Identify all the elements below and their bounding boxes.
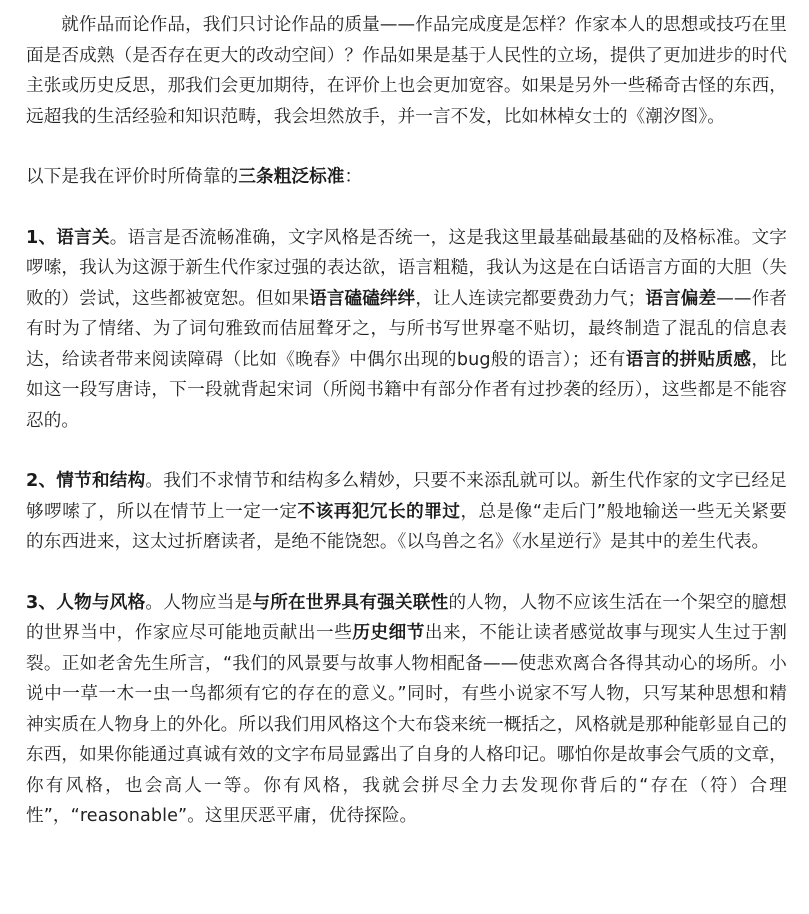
section-plot-text-1: 。我们不求情节和结构多么精妙，只要不来添乱就可以。新生代作家的文字已经足够啰嗦了，所以在情节上一定一定 xyxy=(26,471,787,522)
section-character-text-1: 。人物应当是 xyxy=(145,592,253,613)
section-character-bold-1: 与所在世界具有强关联性 xyxy=(252,592,449,613)
section-language-text-4: ，比如这一段写唐诗，下一段就背起宋词（所阅书籍中有部分作者有过抄袭的经历），这些都是不能容忍的。 xyxy=(26,349,788,431)
paragraph-gap xyxy=(26,558,787,588)
intro-text: 就作品而论作品，我们只讨论作品的质量——作品完成度是怎样？作家本人的思想或技巧在里面是否成熟（是否存在更大的改动空间）？作品如果是基于人民性的立场，提供了更加进步的时代主张或历史反思，那我们会更加期待，在评价上也会更加宽容。如果是另外一些稀奇古怪的东西，远超我的生活经验和知识范畴，我会坦然放手，并一言不发，比如林棹女士的《潮汐图》。 xyxy=(26,15,787,127)
paragraph-gap xyxy=(26,193,787,223)
section-character-bold-2: 历史细节 xyxy=(352,623,425,643)
section-plot-heading: 2、情节和结构 xyxy=(26,471,146,491)
paragraph-gap xyxy=(26,132,787,162)
standards-intro-paragraph xyxy=(26,162,787,193)
section-language-text-2: ，让人连读完都要费劲力气； xyxy=(415,288,646,309)
section-language-text-3: ——作者有时为了情绪、为了词句雅致而佶屈聱牙之，与所书写世界毫不贴切，最终制造了混乱的信息表达，给读者带来阅读障碍（比如《晚春》中偶尔出现的bug般的语言）；还有 xyxy=(26,288,787,370)
section-language-bold-1: 语言磕磕绊绊 xyxy=(309,288,416,309)
section-language-heading: 1、语言关 xyxy=(26,227,110,248)
section-plot-bold-1: 不该再犯冗长的罪过 xyxy=(297,501,461,522)
section-character-heading: 3、人物与风格 xyxy=(26,592,146,613)
section-language-bold-3: 语言的拼贴质感 xyxy=(625,349,752,370)
section-language-bold-2: 语言偏差 xyxy=(645,288,717,309)
standards-intro-suffix: ： xyxy=(344,167,363,187)
section-character-text-2: 的人物，人物不应该生活在一个架空的臆想的世界当中，作家应尽可能地贡献出一些 xyxy=(26,592,787,643)
intro-paragraph xyxy=(26,10,787,132)
section-plot-paragraph xyxy=(26,466,787,558)
paragraph-gap xyxy=(26,436,787,466)
section-plot-text-2: ，总是像“走后门”般地输送一些无关紧要的东西进来，这太过折磨读者，是绝不能饶恕。《以鸟兽之名》《水星逆行》是其中的差生代表。 xyxy=(26,501,787,552)
standards-intro-bold: 三条粗泛标准 xyxy=(238,167,345,187)
section-character-paragraph xyxy=(26,588,787,832)
section-language-text-1: 。语言是否流畅准确，文字风格是否统一，这是我这里最基础最基础的及格标准。文字啰嗦，我认为这源于新生代作家过强的表达欲，语言粗糙，我认为这是在白话语言方面的大胆（失败的）尝试，这些都被宽恕。但如果 xyxy=(26,227,787,309)
section-character-text-3: 出来，不能让读者感觉故事与现实人生过于割裂。正如老舍先生所言，“我们的风景要与故事人物相配备——使悲欢离合各得其动心的场所。小说中一草一木一虫一鸟都须有它的存在的意义。”同时，有些小说家不写人物，只写某种思想和精神实质在人物身上的外化。所以我们用风格这个大布袋来统一概括之，风格就是那种能彰显自己的东西，如果你能通过真诚有效的文字布局显露出了自身的人格印记。哪怕你是故事会气质的文章，你有风格，也会高人一等。你有风格，我就会拼尽全力去发现你背后的“存在（符）合理性”，“reasonable”。这里厌恶平庸，优待探险。 xyxy=(26,623,787,826)
standards-intro-prefix: 以下是我在评价时所倚靠的 xyxy=(26,167,239,187)
section-language-paragraph xyxy=(26,223,787,437)
